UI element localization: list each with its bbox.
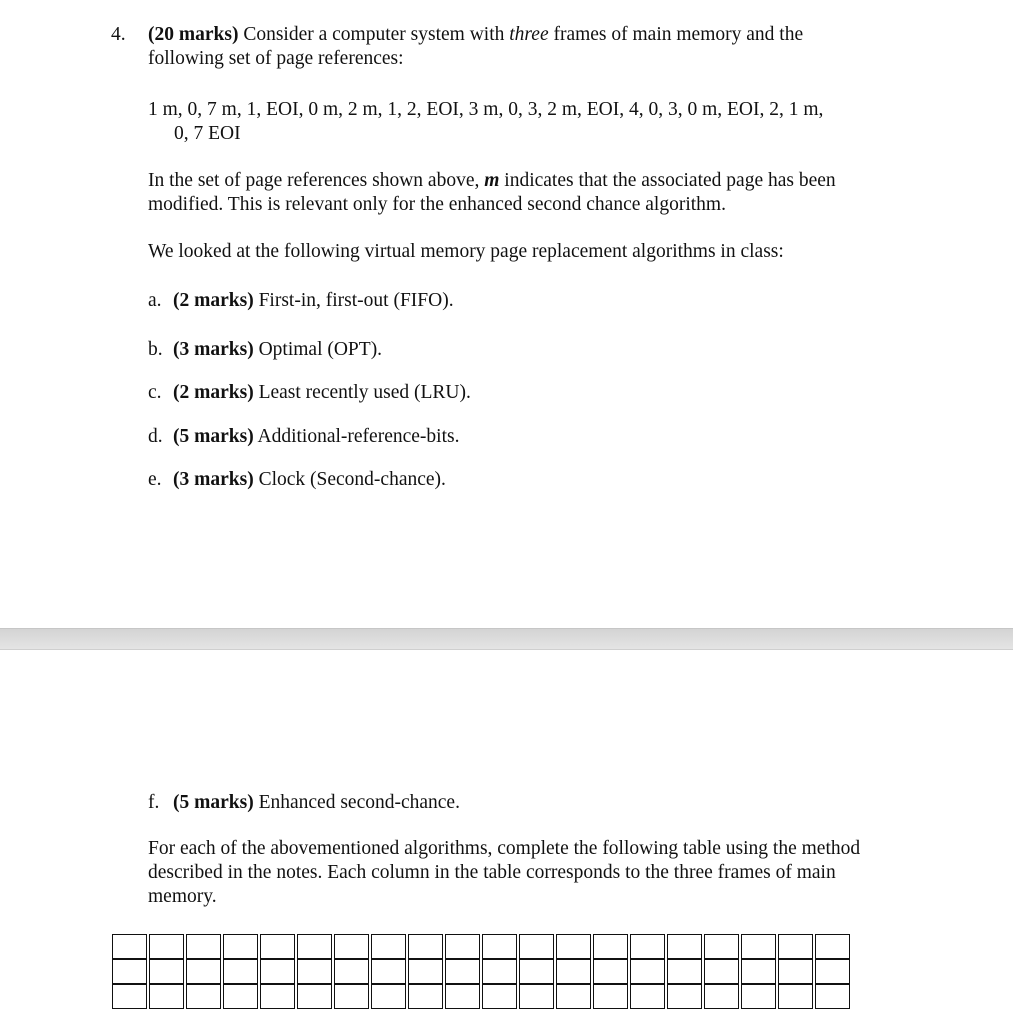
table-cell [297,934,332,959]
table-cell [815,959,850,984]
modified-note-before: In the set of page references shown above, [148,170,485,191]
table-cell [371,984,406,1009]
modified-symbol: m [484,170,500,191]
algorithm-item-opt [148,338,382,362]
table-cell [260,959,295,984]
table-cell [408,959,443,984]
table-cell [667,959,702,984]
algorithm-item-additional-reference-bits [148,425,459,449]
frame-row [112,934,850,959]
table-cell [112,984,147,1009]
table-cell [519,959,554,984]
item-letter: c. [148,382,162,403]
table-cell [112,959,147,984]
modified-note-after: indicates that the associated page has been modified. This is relevant only for the enhanced second chance algorithm. [148,170,836,215]
table-cell [371,934,406,959]
table-cell [519,934,554,959]
table-cell [593,984,628,1009]
table-cell [445,984,480,1009]
item-letter: e. [148,469,162,490]
table-cell [741,934,776,959]
page-reference-line-2: 0, 7 EOI [174,123,241,144]
table-cell [186,934,221,959]
frame-row [112,984,850,1009]
item-name: Additional-reference-bits. [253,426,460,447]
item-letter: d. [148,426,163,447]
table-cell [149,959,184,984]
table-cell [778,959,813,984]
item-name: Clock (Second-chance). [253,469,446,490]
question-marks: (20 marks) [148,24,239,45]
item-name: First-in, first-out (FIFO). [253,290,454,311]
question-intro-before: Consider a computer system with [238,24,510,45]
table-cell [667,984,702,1009]
table-cell [445,934,480,959]
table-cell [371,959,406,984]
table-cell [445,959,480,984]
table-cell [778,984,813,1009]
table-cell [186,959,221,984]
modified-note [148,169,888,217]
table-cell [334,959,369,984]
table-cell [482,959,517,984]
table-cell [112,934,147,959]
table-instructions: For each of the abovementioned algorithms, complete the following table using the method described in the notes. Each column in the table corresponds to the three frames of main memory. [148,838,861,907]
table-cell [630,959,665,984]
table-cell [593,934,628,959]
table-cell [556,959,591,984]
item-letter: f. [148,792,160,813]
question-intro-after: frames of main memory and the following set of page references: [148,24,804,69]
table-cell [223,984,258,1009]
table-cell [778,934,813,959]
table-cell [741,959,776,984]
table-cell [593,959,628,984]
answer-frame-table [110,934,852,1009]
table-cell [260,934,295,959]
table-cell [704,984,739,1009]
algorithm-item-enhanced-second-chance [148,791,460,815]
table-cell [630,984,665,1009]
table-cell [519,984,554,1009]
table-cell [149,934,184,959]
table-cell [704,934,739,959]
table-cell [334,984,369,1009]
table-cell [556,934,591,959]
item-marks: (2 marks) [173,290,254,311]
question-text [148,23,878,71]
item-name: Optimal (OPT). [253,339,383,360]
table-cell [223,959,258,984]
table-cell [149,984,184,1009]
table-cell [260,984,295,1009]
algorithm-item-clock [148,468,446,492]
item-name: Enhanced second-chance. [253,792,460,813]
item-marks: (3 marks) [173,339,254,360]
algorithm-item-lru [148,381,471,405]
table-cell [630,934,665,959]
page-reference-line-1: 1 m, 0, 7 m, 1, EOI, 0 m, 2 m, 1, 2, EOI, 3 m, 0, 3, 2 m, EOI, 4, 0, 3, 0 m, EOI, 2, 1 m, [148,99,824,120]
table-cell [297,959,332,984]
table-cell [482,934,517,959]
table-cell [408,984,443,1009]
item-marks: (2 marks) [173,382,254,403]
table-cell [482,984,517,1009]
table-cell [704,959,739,984]
item-marks: (5 marks) [173,792,254,813]
algorithms-intro: We looked at the following virtual memory page replacement algorithms in class: [148,241,784,262]
table-cell [815,934,850,959]
table-cell [667,934,702,959]
table-cell [815,984,850,1009]
table-cell [223,934,258,959]
page-reference-list [148,98,888,146]
table-cell [741,984,776,1009]
table-cell [556,984,591,1009]
item-marks: (5 marks) [173,426,254,447]
table-cell [334,934,369,959]
item-marks: (3 marks) [173,469,254,490]
item-name: Least recently used (LRU). [253,382,471,403]
item-letter: a. [148,290,162,311]
table-cell [297,984,332,1009]
table-cell [186,984,221,1009]
question-intro-emphasis: three [509,24,549,45]
table-cell [408,934,443,959]
page-break-divider [0,628,1013,650]
algorithm-item-fifo [148,289,454,313]
item-letter: b. [148,339,163,360]
question-number: 4. [111,24,126,45]
frame-row [112,959,850,984]
